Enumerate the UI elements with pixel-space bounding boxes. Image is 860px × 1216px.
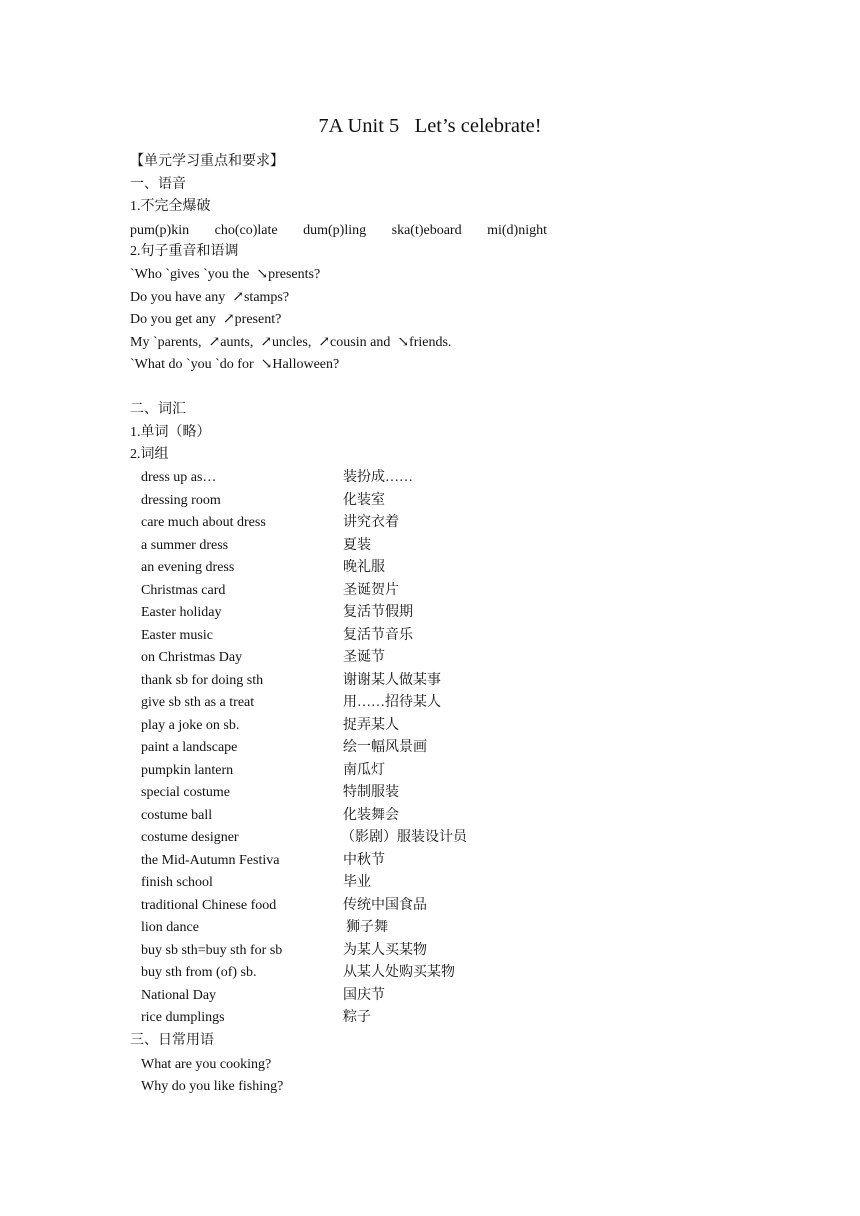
vocabulary-heading: 二、词汇 xyxy=(130,402,186,417)
daily-expressions-heading: 三、日常用语 xyxy=(130,1033,214,1048)
phrase-english: thank sb for doing sth xyxy=(141,673,264,688)
phrase-chinese: 晚礼服 xyxy=(343,560,385,575)
phrase-english: traditional Chinese food xyxy=(141,898,277,913)
intonation-sentence: My `parents, ↗aunts, ↗uncles, ↗cousin and ↘friends. xyxy=(130,335,452,350)
phrase-english: an evening dress xyxy=(141,560,235,575)
phrase-english: the Mid-Autumn Festiva xyxy=(141,853,280,868)
phrase-english: Easter music xyxy=(141,628,213,643)
phrase-chinese: 从某人处购买某物 xyxy=(343,965,455,980)
phrase-chinese: 狮子舞 xyxy=(346,920,388,935)
phrase-chinese: 圣诞贺片 xyxy=(343,583,399,598)
phrase-english: lion dance xyxy=(141,920,199,935)
phrase-english: Christmas card xyxy=(141,583,226,598)
phrase-chinese: 粽子 xyxy=(343,1010,371,1025)
phrase-english: play a joke on sb. xyxy=(141,718,240,733)
phrase-english: costume ball xyxy=(141,808,213,823)
plosion-subheading: 1.不完全爆破 xyxy=(130,199,211,214)
plosive-word: dum(p)ling xyxy=(303,223,367,238)
phrase-chinese: 特制服装 xyxy=(343,785,399,800)
phrase-english: finish school xyxy=(141,875,213,890)
pronunciation-heading: 一、语音 xyxy=(130,177,186,192)
daily-expression: Why do you like fishing? xyxy=(141,1079,284,1094)
phrase-chinese: 毕业 xyxy=(343,875,371,890)
phrase-chinese: 夏装 xyxy=(343,538,371,553)
phrase-english: buy sth from (of) sb. xyxy=(141,965,257,980)
phrase-english: pumpkin lantern xyxy=(141,763,234,778)
phrase-chinese: 绘一幅风景画 xyxy=(343,740,427,755)
plosive-word: mi(d)night xyxy=(487,223,547,238)
phrase-chinese: 装扮成…… xyxy=(343,470,413,485)
phrase-english: rice dumplings xyxy=(141,1010,225,1025)
phrase-chinese: 传统中国食品 xyxy=(343,898,427,913)
phrase-chinese: 化装舞会 xyxy=(343,808,399,823)
phrase-chinese: 复活节音乐 xyxy=(343,628,413,643)
phrase-chinese: 国庆节 xyxy=(343,988,385,1003)
phrase-english: on Christmas Day xyxy=(141,650,243,665)
plosive-word-list xyxy=(130,221,547,241)
intonation-sentence: `Who `gives `you the ↘presents? xyxy=(130,267,321,282)
daily-expression: What are you cooking? xyxy=(141,1057,272,1072)
phrase-english: care much about dress xyxy=(141,515,266,530)
phrase-english: give sb sth as a treat xyxy=(141,695,255,710)
phrase-chinese: 南瓜灯 xyxy=(343,763,385,778)
phrase-english: dress up as… xyxy=(141,470,217,485)
plosive-word: cho(co)late xyxy=(214,223,278,238)
phrase-chinese: 为某人买某物 xyxy=(343,943,427,958)
phrase-chinese: 化装室 xyxy=(343,493,385,508)
phrase-english: National Day xyxy=(141,988,217,1003)
section-header: 【单元学习重点和要求】 xyxy=(130,154,284,169)
phrase-chinese: 圣诞节 xyxy=(343,650,385,665)
phrase-chinese: 讲究衣着 xyxy=(343,515,399,530)
intonation-sentence: `What do `you `do for ↘Halloween? xyxy=(130,357,340,372)
phrase-chinese: 捉弄某人 xyxy=(343,718,399,733)
intonation-sentence: Do you get any ↗present? xyxy=(130,312,282,327)
words-subheading: 1.单词（略） xyxy=(130,425,211,440)
phrase-english: dressing room xyxy=(141,493,221,508)
plosive-word: ska(t)eboard xyxy=(391,223,462,238)
phrase-english: paint a landscape xyxy=(141,740,238,755)
phrase-english: buy sb sth=buy sth for sb xyxy=(141,943,283,958)
phrase-chinese: 中秋节 xyxy=(343,853,385,868)
phrase-english: costume designer xyxy=(141,830,239,845)
phrase-chinese: 复活节假期 xyxy=(343,605,413,620)
phrase-english: a summer dress xyxy=(141,538,229,553)
phrase-english: Easter holiday xyxy=(141,605,222,620)
phrases-subheading: 2.词组 xyxy=(130,447,169,462)
stress-intonation-subheading: 2.句子重音和语调 xyxy=(130,244,239,259)
intonation-sentence: Do you have any ↗stamps? xyxy=(130,290,290,305)
page-title: 7A Unit 5 Let’s celebrate! xyxy=(318,115,542,137)
phrase-chinese: 用……招待某人 xyxy=(343,695,441,710)
phrase-english: special costume xyxy=(141,785,231,800)
plosive-word: pum(p)kin xyxy=(130,223,190,238)
phrase-chinese: 谢谢某人做某事 xyxy=(343,673,441,688)
phrase-chinese: （影剧）服装设计员 xyxy=(341,830,467,845)
